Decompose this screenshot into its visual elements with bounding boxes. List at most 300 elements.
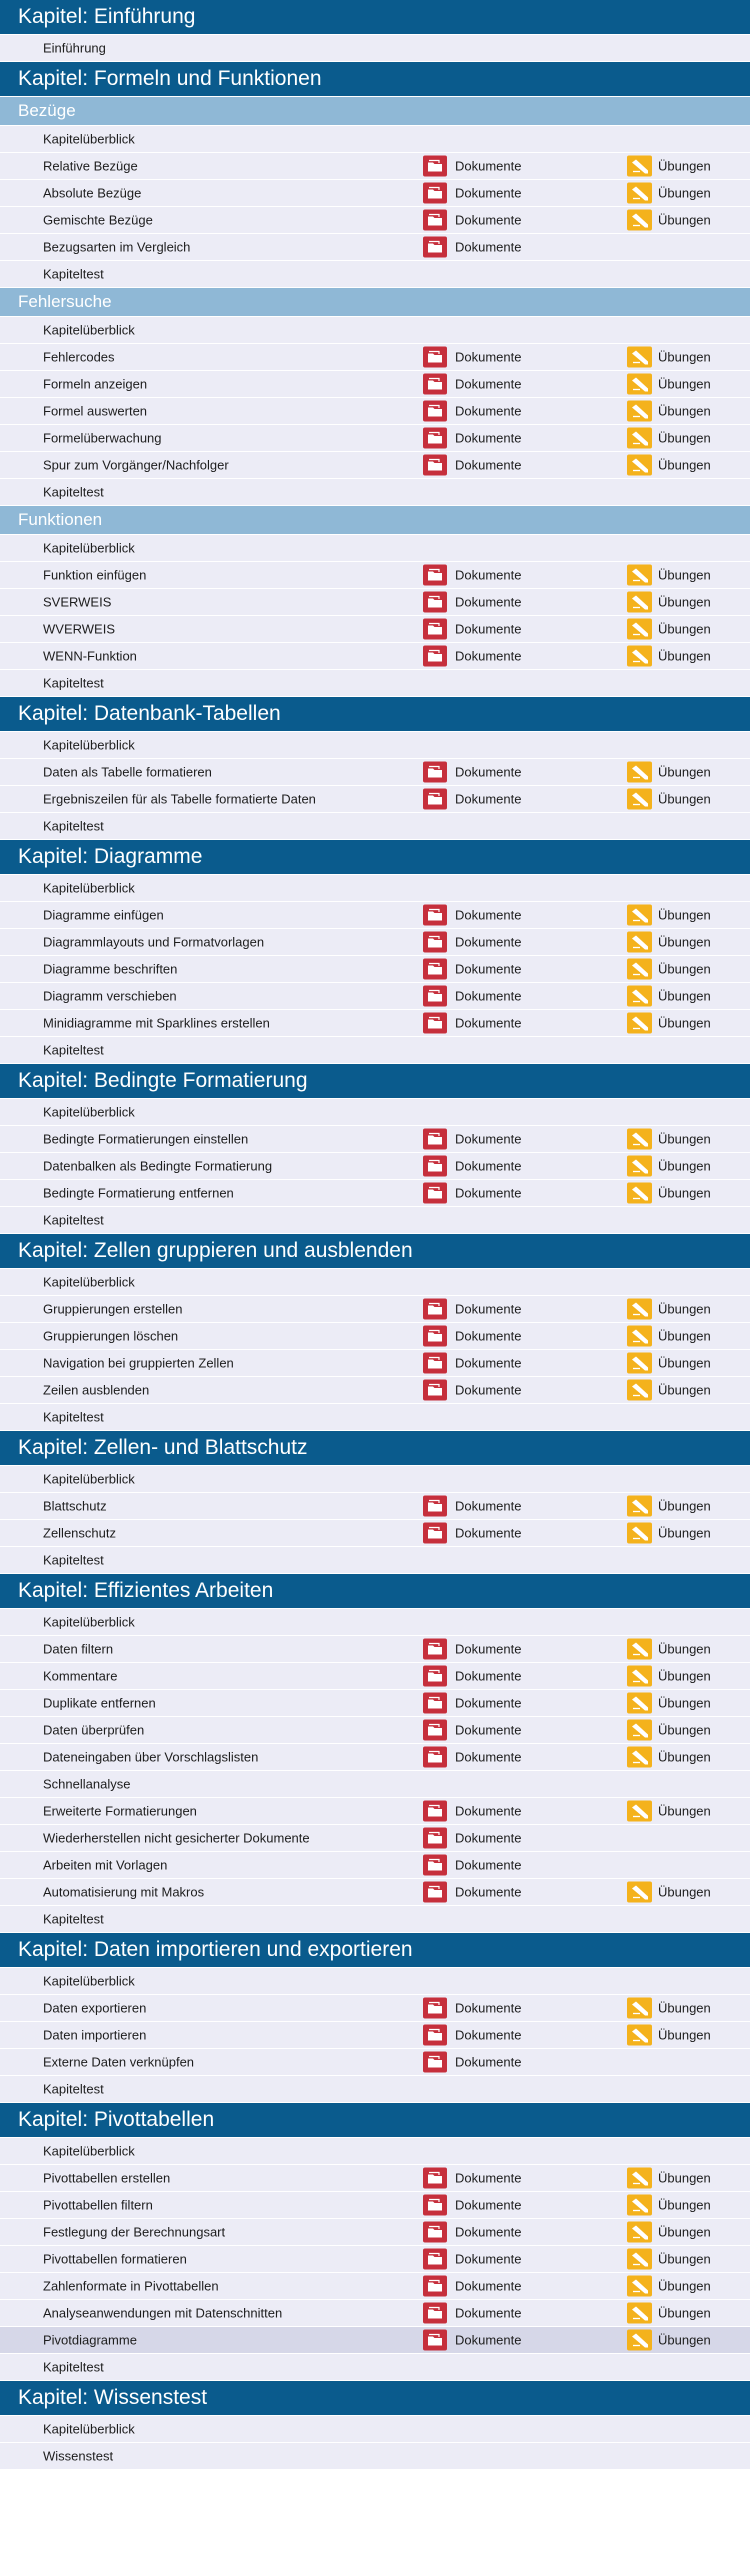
lesson-label[interactable]: Gemischte Bezüge xyxy=(43,212,153,228)
pencil-icon xyxy=(627,592,652,613)
exercises-link[interactable] xyxy=(627,428,711,449)
lesson-row[interactable] xyxy=(0,732,750,759)
exercises-label: Übungen xyxy=(658,376,711,392)
exercises-link[interactable] xyxy=(627,2195,711,2216)
lesson-row[interactable] xyxy=(0,1798,750,1825)
exercises-link[interactable] xyxy=(627,2025,711,2046)
documents-link[interactable] xyxy=(423,646,521,667)
lesson-row[interactable] xyxy=(0,2165,750,2192)
chapter-header xyxy=(0,1431,750,1466)
exercises-link[interactable] xyxy=(627,646,711,667)
lesson-row[interactable] xyxy=(0,317,750,344)
exercises-link[interactable] xyxy=(627,1299,711,1320)
documents-link[interactable] xyxy=(423,1299,521,1320)
folder-icon xyxy=(423,1523,447,1544)
exercises-link[interactable] xyxy=(627,762,711,783)
documents-link[interactable] xyxy=(423,1666,521,1687)
lesson-label[interactable]: Absolute Bezüge xyxy=(43,185,142,201)
lesson-row[interactable] xyxy=(0,261,750,288)
exercises-link[interactable] xyxy=(627,2330,711,2351)
chapter-title: Kapitel: Diagramme xyxy=(18,845,203,868)
lesson-row[interactable] xyxy=(0,643,750,670)
lesson-label[interactable]: Kapitelüberblick xyxy=(43,322,135,338)
lesson-row[interactable] xyxy=(0,1180,750,1207)
lesson-row[interactable] xyxy=(0,1825,750,1852)
lesson-row[interactable] xyxy=(0,902,750,929)
lesson-label[interactable]: Spur zum Vorgänger/Nachfolger xyxy=(43,457,229,473)
folder-icon xyxy=(423,237,447,258)
exercises-link[interactable] xyxy=(627,1693,711,1714)
pencil-icon xyxy=(627,1129,652,1150)
lesson-label[interactable]: Festlegung der Berechnungsart xyxy=(43,2224,226,2240)
folder-icon xyxy=(423,646,447,667)
chapter-title: Kapitel: Bedingte Formatierung xyxy=(18,1069,308,1092)
folder-icon xyxy=(423,592,447,613)
documents-link[interactable] xyxy=(423,565,521,586)
exercises-link[interactable] xyxy=(627,789,711,810)
documents-link[interactable] xyxy=(423,2249,521,2270)
lesson-row[interactable] xyxy=(0,2022,750,2049)
lesson-label[interactable]: Kapitelüberblick xyxy=(43,1274,135,1290)
lesson-label[interactable]: Pivottabellen formatieren xyxy=(43,2251,187,2267)
exercises-link[interactable] xyxy=(627,2222,711,2243)
documents-link[interactable] xyxy=(423,1828,521,1849)
documents-label: Dokumente xyxy=(455,1803,522,1819)
documents-label: Dokumente xyxy=(455,961,522,977)
documents-link[interactable] xyxy=(423,762,521,783)
documents-link[interactable] xyxy=(423,1183,521,1204)
lesson-row[interactable] xyxy=(0,398,750,425)
lesson-label[interactable]: Kapiteltest xyxy=(43,2359,104,2375)
chapter-header xyxy=(0,697,750,732)
lesson-row[interactable] xyxy=(0,2443,750,2470)
lesson-label[interactable]: Analyseanwendungen mit Datenschnitten xyxy=(43,2305,283,2321)
lesson-row[interactable] xyxy=(0,1296,750,1323)
documents-link[interactable] xyxy=(423,932,521,953)
folder-icon xyxy=(423,455,447,476)
lesson-label[interactable]: Kapitelüberblick xyxy=(43,1471,135,1487)
lesson-label[interactable]: Pivottabellen filtern xyxy=(43,2197,153,2213)
exercises-link[interactable] xyxy=(627,1183,711,1204)
lesson-label[interactable]: Diagramme beschriften xyxy=(43,961,178,977)
documents-link[interactable] xyxy=(423,1523,521,1544)
lesson-label[interactable]: Externe Daten verknüpfen xyxy=(43,2054,195,2070)
folder-icon xyxy=(423,932,447,953)
lesson-row[interactable] xyxy=(0,1852,750,1879)
lesson-label[interactable]: WVERWEIS xyxy=(43,621,115,637)
lesson-label[interactable]: Kapitelüberblick xyxy=(43,880,135,896)
documents-link[interactable] xyxy=(423,1380,521,1401)
lesson-label[interactable]: Bedingte Formatierungen einstellen xyxy=(43,1131,249,1147)
folder-icon xyxy=(423,1639,447,1660)
lesson-row[interactable] xyxy=(0,234,750,261)
lesson-row[interactable] xyxy=(0,1771,750,1798)
lesson-label[interactable]: Einführung xyxy=(43,40,106,56)
chapter-title: Kapitel: Pivottabellen xyxy=(18,2108,215,2131)
lesson-label[interactable]: Daten importieren xyxy=(43,2027,147,2043)
lesson-row[interactable] xyxy=(0,2327,750,2354)
lesson-label[interactable]: Kapitelüberblick xyxy=(43,131,135,147)
lesson-label[interactable]: Kapiteltest xyxy=(43,1911,104,1927)
lesson-label[interactable]: Fehlercodes xyxy=(43,349,115,365)
documents-link[interactable] xyxy=(423,1496,521,1517)
lesson-label[interactable]: Diagramme einfügen xyxy=(43,907,164,923)
exercises-link[interactable] xyxy=(627,210,711,231)
exercises-link[interactable] xyxy=(627,1747,711,1768)
lesson-row[interactable] xyxy=(0,1690,750,1717)
documents-link[interactable] xyxy=(423,1156,521,1177)
lesson-row[interactable] xyxy=(0,1520,750,1547)
documents-link[interactable] xyxy=(423,905,521,926)
pencil-icon xyxy=(627,986,652,1007)
pencil-icon xyxy=(627,2168,652,2189)
lesson-row[interactable] xyxy=(0,1269,750,1296)
pencil-icon xyxy=(627,1998,652,2019)
lesson-label[interactable]: Kapitelüberblick xyxy=(43,540,135,556)
lesson-row[interactable] xyxy=(0,1126,750,1153)
lesson-row[interactable] xyxy=(0,1037,750,1064)
documents-link[interactable] xyxy=(423,2025,521,2046)
exercises-link[interactable] xyxy=(627,1882,711,1903)
lesson-label[interactable]: Bezugsarten im Vergleich xyxy=(43,239,191,255)
documents-link[interactable] xyxy=(423,619,521,640)
lesson-label[interactable]: Daten filtern xyxy=(43,1641,114,1657)
lesson-row[interactable] xyxy=(0,589,750,616)
exercises-link[interactable] xyxy=(627,592,711,613)
lesson-row[interactable] xyxy=(0,207,750,234)
documents-link[interactable] xyxy=(423,183,521,204)
exercises-label: Übungen xyxy=(658,1525,711,1541)
lesson-row[interactable] xyxy=(0,1609,750,1636)
chapter-header xyxy=(0,1064,750,1099)
documents-link[interactable] xyxy=(423,2330,521,2351)
exercises-link[interactable] xyxy=(627,1523,711,1544)
documents-link[interactable] xyxy=(423,455,521,476)
documents-link[interactable] xyxy=(423,1747,521,1768)
lesson-row[interactable] xyxy=(0,1663,750,1690)
documents-link[interactable] xyxy=(423,428,521,449)
lesson-label[interactable]: Funktion einfügen xyxy=(43,567,147,583)
lesson-label[interactable]: Daten als Tabelle formatieren xyxy=(43,764,212,780)
exercises-label: Übungen xyxy=(658,1749,711,1765)
lesson-label[interactable]: Automatisierung mit Makros xyxy=(43,1884,205,1900)
lesson-row[interactable] xyxy=(0,1466,750,1493)
lesson-label[interactable]: Kapiteltest xyxy=(43,266,104,282)
exercises-link[interactable] xyxy=(627,1013,711,1034)
lesson-row[interactable] xyxy=(0,875,750,902)
exercises-link[interactable] xyxy=(627,1326,711,1347)
lesson-label[interactable]: WENN-Funktion xyxy=(43,648,137,664)
documents-link[interactable] xyxy=(423,789,521,810)
documents-link[interactable] xyxy=(423,1129,521,1150)
pencil-icon xyxy=(627,1496,652,1517)
lesson-label[interactable]: Kapiteltest xyxy=(43,484,104,500)
exercises-link[interactable] xyxy=(627,1129,711,1150)
lesson-row[interactable] xyxy=(0,452,750,479)
exercises-link[interactable] xyxy=(627,2249,711,2270)
exercises-label: Übungen xyxy=(658,1803,711,1819)
exercises-link[interactable] xyxy=(627,2276,711,2297)
lesson-label[interactable]: Minidiagramme mit Sparklines erstellen xyxy=(43,1015,270,1031)
lesson-label[interactable]: Zahlenformate in Pivottabellen xyxy=(43,2278,219,2294)
lesson-label[interactable]: Kapiteltest xyxy=(43,1042,104,1058)
lesson-row[interactable] xyxy=(0,1010,750,1037)
lesson-row[interactable] xyxy=(0,126,750,153)
exercises-link[interactable] xyxy=(627,347,711,368)
lesson-row[interactable] xyxy=(0,2246,750,2273)
lesson-label[interactable]: Pivottabellen erstellen xyxy=(43,2170,171,2186)
lesson-row[interactable] xyxy=(0,535,750,562)
documents-link[interactable] xyxy=(423,592,521,613)
documents-link[interactable] xyxy=(423,1693,521,1714)
exercises-label: Übungen xyxy=(658,1884,711,1900)
exercises-label: Übungen xyxy=(658,1668,711,1684)
lesson-row[interactable] xyxy=(0,180,750,207)
chapter-header xyxy=(0,1234,750,1269)
lesson-label[interactable]: Diagramm verschieben xyxy=(43,988,177,1004)
lesson-row[interactable] xyxy=(0,1717,750,1744)
exercises-link[interactable] xyxy=(627,932,711,953)
lesson-row[interactable] xyxy=(0,813,750,840)
lesson-row[interactable] xyxy=(0,1906,750,1933)
lesson-label[interactable]: Datenbalken als Bedingte Formatierung xyxy=(43,1158,273,1174)
exercises-label: Übungen xyxy=(658,594,711,610)
pencil-icon xyxy=(627,2303,652,2324)
lesson-row[interactable] xyxy=(0,759,750,786)
lesson-row[interactable] xyxy=(0,616,750,643)
lesson-row[interactable] xyxy=(0,670,750,697)
lesson-row[interactable] xyxy=(0,1995,750,2022)
lesson-label[interactable]: Formel auswerten xyxy=(43,403,148,419)
documents-label: Dokumente xyxy=(455,1857,522,1873)
documents-link[interactable] xyxy=(423,1326,521,1347)
lesson-label[interactable]: Kapitelüberblick xyxy=(43,2421,135,2437)
lesson-row[interactable] xyxy=(0,2138,750,2165)
lesson-row[interactable] xyxy=(0,35,750,62)
lesson-row[interactable] xyxy=(0,1099,750,1126)
section-title: Bezüge xyxy=(18,101,76,120)
documents-link[interactable] xyxy=(423,1720,521,1741)
lesson-row[interactable] xyxy=(0,1744,750,1771)
documents-link[interactable] xyxy=(423,2222,521,2243)
exercises-link[interactable] xyxy=(627,1380,711,1401)
documents-label: Dokumente xyxy=(455,376,522,392)
lesson-label[interactable]: Daten überprüfen xyxy=(43,1722,145,1738)
documents-link[interactable] xyxy=(423,959,521,980)
pencil-icon xyxy=(627,1156,652,1177)
exercises-label: Übungen xyxy=(658,2251,711,2267)
exercises-label: Übungen xyxy=(658,185,711,201)
exercises-link[interactable] xyxy=(627,986,711,1007)
lesson-row[interactable] xyxy=(0,344,750,371)
lesson-row[interactable] xyxy=(0,1207,750,1234)
lesson-row[interactable] xyxy=(0,1547,750,1574)
lesson-row[interactable] xyxy=(0,1968,750,1995)
exercises-link[interactable] xyxy=(627,565,711,586)
exercises-link[interactable] xyxy=(627,1720,711,1741)
documents-link[interactable] xyxy=(423,347,521,368)
lesson-row[interactable] xyxy=(0,2300,750,2327)
documents-label: Dokumente xyxy=(455,934,522,950)
exercises-link[interactable] xyxy=(627,2168,711,2189)
documents-link[interactable] xyxy=(423,986,521,1007)
lesson-row[interactable] xyxy=(0,2416,750,2443)
documents-link[interactable] xyxy=(423,2168,521,2189)
lesson-label[interactable]: Kapitelüberblick xyxy=(43,737,135,753)
lesson-row[interactable] xyxy=(0,1404,750,1431)
lesson-row[interactable] xyxy=(0,562,750,589)
lesson-label[interactable]: Duplikate entfernen xyxy=(43,1695,156,1711)
exercises-link[interactable] xyxy=(627,1353,711,1374)
pencil-icon xyxy=(627,2249,652,2270)
documents-label: Dokumente xyxy=(455,2305,522,2321)
section-header xyxy=(0,506,750,535)
lesson-label[interactable]: Formeln anzeigen xyxy=(43,376,148,392)
lesson-row[interactable] xyxy=(0,2273,750,2300)
exercises-link[interactable] xyxy=(627,183,711,204)
documents-link[interactable] xyxy=(423,1855,521,1876)
lesson-row[interactable] xyxy=(0,2076,750,2103)
exercises-link[interactable] xyxy=(627,1156,711,1177)
pencil-icon xyxy=(627,905,652,926)
exercises-link[interactable] xyxy=(627,374,711,395)
lesson-row[interactable] xyxy=(0,2192,750,2219)
lesson-row[interactable] xyxy=(0,425,750,452)
lesson-row[interactable] xyxy=(0,153,750,180)
lesson-label[interactable]: Kapiteltest xyxy=(43,1212,104,1228)
lesson-label[interactable]: Kapitelüberblick xyxy=(43,1973,135,1989)
folder-icon xyxy=(423,2195,447,2216)
documents-link[interactable] xyxy=(423,210,521,231)
pencil-icon xyxy=(627,1801,652,1822)
lesson-label[interactable]: Wiederherstellen nicht gesicherter Dokumente xyxy=(43,1830,310,1846)
documents-label: Dokumente xyxy=(455,1695,522,1711)
lesson-row[interactable] xyxy=(0,1636,750,1663)
lesson-label[interactable]: Zeilen ausblenden xyxy=(43,1382,150,1398)
exercises-link[interactable] xyxy=(627,1496,711,1517)
exercises-link[interactable] xyxy=(627,619,711,640)
lesson-label[interactable]: Ergebniszeilen für als Tabelle formatierte Daten xyxy=(43,791,316,807)
folder-icon xyxy=(423,428,447,449)
lesson-label[interactable]: Kapiteltest xyxy=(43,818,104,834)
pencil-icon xyxy=(627,401,652,422)
documents-link[interactable] xyxy=(423,1353,521,1374)
documents-link[interactable] xyxy=(423,374,521,395)
lesson-label[interactable]: Navigation bei gruppierten Zellen xyxy=(43,1355,234,1371)
lesson-label[interactable]: Daten exportieren xyxy=(43,2000,147,2016)
lesson-label[interactable]: Gruppierungen erstellen xyxy=(43,1301,183,1317)
lesson-label[interactable]: Pivotdiagramme xyxy=(43,2332,137,2348)
documents-link[interactable] xyxy=(423,1801,521,1822)
lesson-label[interactable]: Kapiteltest xyxy=(43,1409,104,1425)
lesson-label[interactable]: Relative Bezüge xyxy=(43,158,138,174)
exercises-link[interactable] xyxy=(627,1666,711,1687)
lesson-row[interactable] xyxy=(0,2219,750,2246)
exercises-link[interactable] xyxy=(627,2303,711,2324)
pencil-icon xyxy=(627,565,652,586)
exercises-link[interactable] xyxy=(627,1998,711,2019)
documents-link[interactable] xyxy=(423,1882,521,1903)
lesson-label[interactable]: Kapitelüberblick xyxy=(43,1614,135,1630)
exercises-link[interactable] xyxy=(627,905,711,926)
lesson-label[interactable]: Kapitelüberblick xyxy=(43,2143,135,2159)
documents-link[interactable] xyxy=(423,1998,521,2019)
documents-link[interactable] xyxy=(423,237,521,258)
exercises-label: Übungen xyxy=(658,1131,711,1147)
lesson-label[interactable]: Blattschutz xyxy=(43,1498,107,1514)
documents-link[interactable] xyxy=(423,1013,521,1034)
documents-link[interactable] xyxy=(423,401,521,422)
lesson-label[interactable]: Gruppierungen löschen xyxy=(43,1328,179,1344)
lesson-row[interactable] xyxy=(0,956,750,983)
lesson-row[interactable] xyxy=(0,786,750,813)
folder-icon xyxy=(423,1747,447,1768)
chapter-header xyxy=(0,2381,750,2416)
documents-label: Dokumente xyxy=(455,2197,522,2213)
lesson-label[interactable]: Kapiteltest xyxy=(43,2081,104,2097)
lesson-row[interactable] xyxy=(0,1323,750,1350)
lesson-label[interactable]: Formelüberwachung xyxy=(43,430,162,446)
exercises-link[interactable] xyxy=(627,1801,711,1822)
exercises-link[interactable] xyxy=(627,959,711,980)
folder-icon xyxy=(423,986,447,1007)
lesson-row[interactable] xyxy=(0,1153,750,1180)
lesson-row[interactable] xyxy=(0,1377,750,1404)
documents-link[interactable] xyxy=(423,156,521,177)
lesson-row[interactable] xyxy=(0,2049,750,2076)
documents-link[interactable] xyxy=(423,2195,521,2216)
lesson-row[interactable] xyxy=(0,1879,750,1906)
lesson-label[interactable]: SVERWEIS xyxy=(43,594,112,610)
exercises-link[interactable] xyxy=(627,156,711,177)
lesson-label[interactable]: Schnellanalyse xyxy=(43,1776,131,1792)
exercises-link[interactable] xyxy=(627,455,711,476)
lesson-row[interactable] xyxy=(0,479,750,506)
lesson-label[interactable]: Bedingte Formatierung entfernen xyxy=(43,1185,234,1201)
lesson-row[interactable] xyxy=(0,929,750,956)
exercises-label: Übungen xyxy=(658,430,711,446)
lesson-label[interactable]: Kommentare xyxy=(43,1668,118,1684)
documents-link[interactable] xyxy=(423,2276,521,2297)
chapter-title: Kapitel: Effizientes Arbeiten xyxy=(18,1579,274,1602)
lesson-label[interactable]: Dateneingaben über Vorschlagslisten xyxy=(43,1749,259,1765)
lesson-row[interactable] xyxy=(0,1493,750,1520)
lesson-label[interactable]: Kapiteltest xyxy=(43,675,104,691)
lesson-row[interactable] xyxy=(0,1350,750,1377)
folder-icon xyxy=(423,1693,447,1714)
exercises-link[interactable] xyxy=(627,401,711,422)
documents-link[interactable] xyxy=(423,2052,521,2073)
folder-icon xyxy=(423,401,447,422)
exercises-link[interactable] xyxy=(627,1639,711,1660)
lesson-row[interactable] xyxy=(0,2354,750,2381)
lesson-row[interactable] xyxy=(0,983,750,1010)
lesson-label[interactable]: Zellenschutz xyxy=(43,1525,116,1541)
lesson-label[interactable]: Diagrammlayouts und Formatvorlagen xyxy=(43,934,265,950)
exercises-label: Übungen xyxy=(658,2305,711,2321)
documents-link[interactable] xyxy=(423,2303,521,2324)
lesson-label[interactable]: Kapitelüberblick xyxy=(43,1104,135,1120)
exercises-label: Übungen xyxy=(658,1328,711,1344)
lesson-label[interactable]: Arbeiten mit Vorlagen xyxy=(43,1857,168,1873)
lesson-row[interactable] xyxy=(0,371,750,398)
documents-link[interactable] xyxy=(423,1639,521,1660)
lesson-label[interactable]: Wissenstest xyxy=(43,2448,114,2464)
lesson-label[interactable]: Erweiterte Formatierungen xyxy=(43,1803,197,1819)
exercises-label: Übungen xyxy=(658,158,711,174)
lesson-label[interactable]: Kapiteltest xyxy=(43,1552,104,1568)
folder-icon xyxy=(423,619,447,640)
